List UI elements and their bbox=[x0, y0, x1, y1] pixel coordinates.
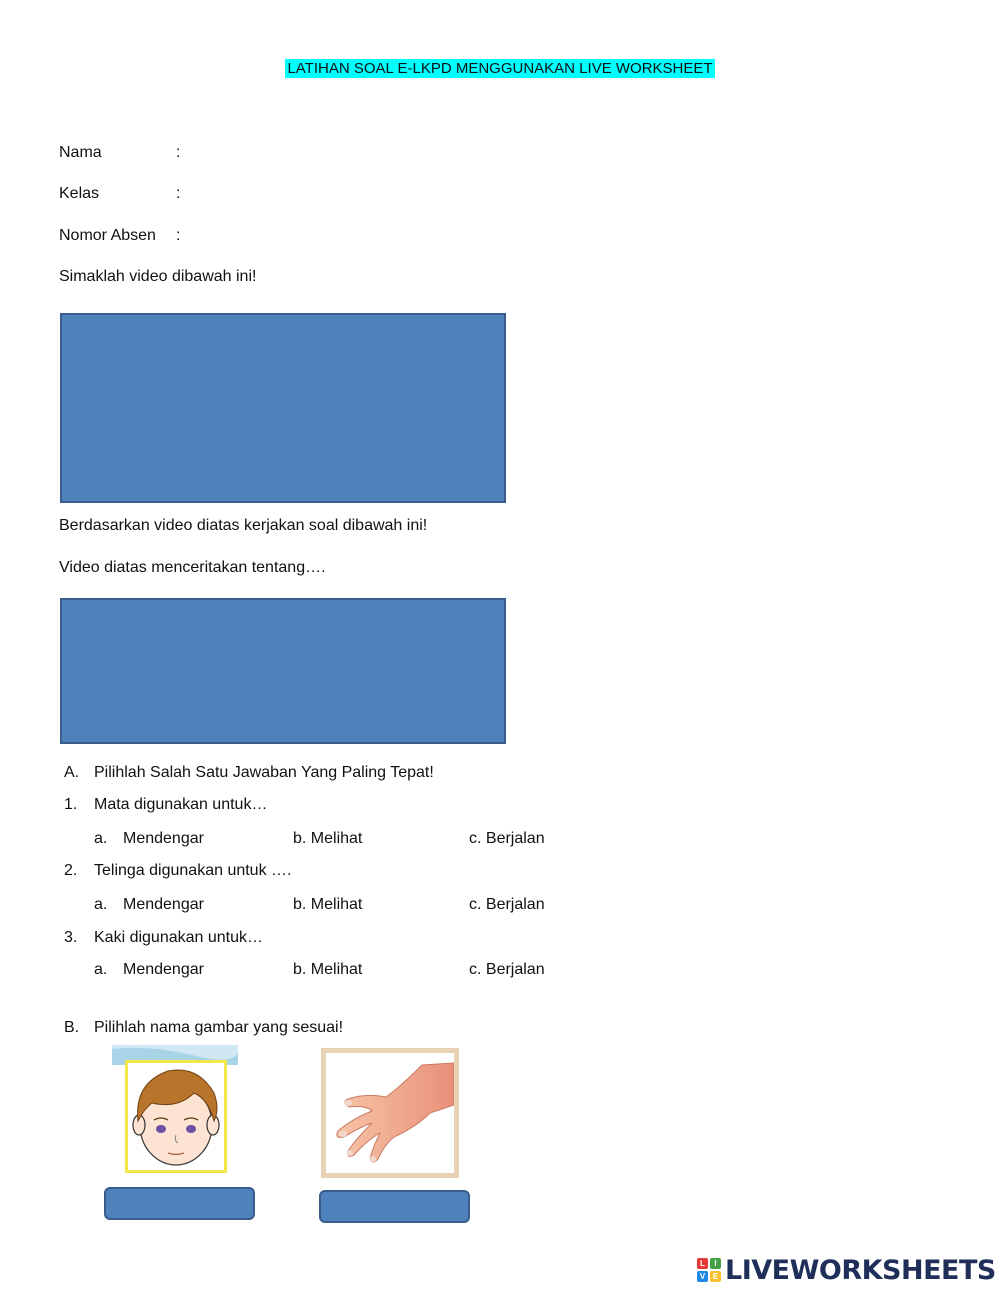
field-colon: : bbox=[176, 227, 181, 244]
after-video-instruction: Berdasarkan video diatas kerjakan soal dibawah ini! bbox=[59, 517, 428, 534]
face-icon bbox=[128, 1063, 224, 1170]
logo-block: V bbox=[697, 1271, 708, 1282]
section-b-marker: B. bbox=[64, 1019, 80, 1036]
question-number: 1. bbox=[64, 796, 78, 813]
video-box[interactable] bbox=[60, 313, 506, 503]
option-b[interactable]: b. Melihat bbox=[293, 896, 363, 913]
face-picture bbox=[125, 1060, 227, 1173]
question-number: 3. bbox=[64, 929, 78, 946]
field-colon: : bbox=[176, 144, 181, 161]
section-a-heading: Pilihlah Salah Satu Jawaban Yang Paling Tepat! bbox=[94, 764, 434, 781]
answer-textarea[interactable] bbox=[60, 598, 506, 744]
question-text: Kaki digunakan untuk… bbox=[94, 929, 263, 946]
field-label-nama: Nama bbox=[59, 144, 102, 161]
page-title-text: LATIHAN SOAL E-LKPD MENGGUNAKAN LIVE WORKSHEET bbox=[287, 60, 713, 77]
hand-icon bbox=[326, 1053, 454, 1173]
question-number: 2. bbox=[64, 862, 78, 879]
logo-block: I bbox=[710, 1258, 721, 1269]
logo-blocks-icon bbox=[697, 1258, 721, 1282]
page-title bbox=[0, 60, 1000, 78]
option-a-marker: a. bbox=[94, 830, 108, 847]
hand-answer-field[interactable] bbox=[319, 1190, 470, 1223]
option-c[interactable]: c. Berjalan bbox=[469, 896, 545, 913]
section-b-heading: Pilihlah nama gambar yang sesuai! bbox=[94, 1019, 344, 1036]
hand-picture bbox=[321, 1048, 459, 1178]
option-b[interactable]: b. Melihat bbox=[293, 961, 363, 978]
liveworksheets-logo bbox=[697, 1253, 996, 1287]
logo-block: L bbox=[697, 1258, 708, 1269]
video-instruction: Simaklah video dibawah ini! bbox=[59, 268, 257, 285]
option-a[interactable]: Mendengar bbox=[123, 896, 204, 913]
video-question: Video diatas menceritakan tentang…. bbox=[59, 559, 326, 576]
option-b[interactable]: b. Melihat bbox=[293, 830, 363, 847]
field-colon: : bbox=[176, 185, 181, 202]
question-text: Mata digunakan untuk… bbox=[94, 796, 268, 813]
option-c[interactable]: c. Berjalan bbox=[469, 961, 545, 978]
logo-text: LIVEWORKSHEETS bbox=[725, 1254, 996, 1286]
logo-block: E bbox=[710, 1271, 721, 1282]
option-a[interactable]: Mendengar bbox=[123, 830, 204, 847]
field-label-kelas: Kelas bbox=[59, 185, 100, 202]
option-a-marker: a. bbox=[94, 961, 108, 978]
question-text: Telinga digunakan untuk …. bbox=[94, 862, 292, 879]
section-a-marker: A. bbox=[64, 764, 80, 781]
option-c[interactable]: c. Berjalan bbox=[469, 830, 545, 847]
option-a-marker: a. bbox=[94, 896, 108, 913]
field-label-nomor-absen: Nomor Absen bbox=[59, 227, 156, 244]
face-answer-field[interactable] bbox=[104, 1187, 255, 1220]
option-a[interactable]: Mendengar bbox=[123, 961, 204, 978]
